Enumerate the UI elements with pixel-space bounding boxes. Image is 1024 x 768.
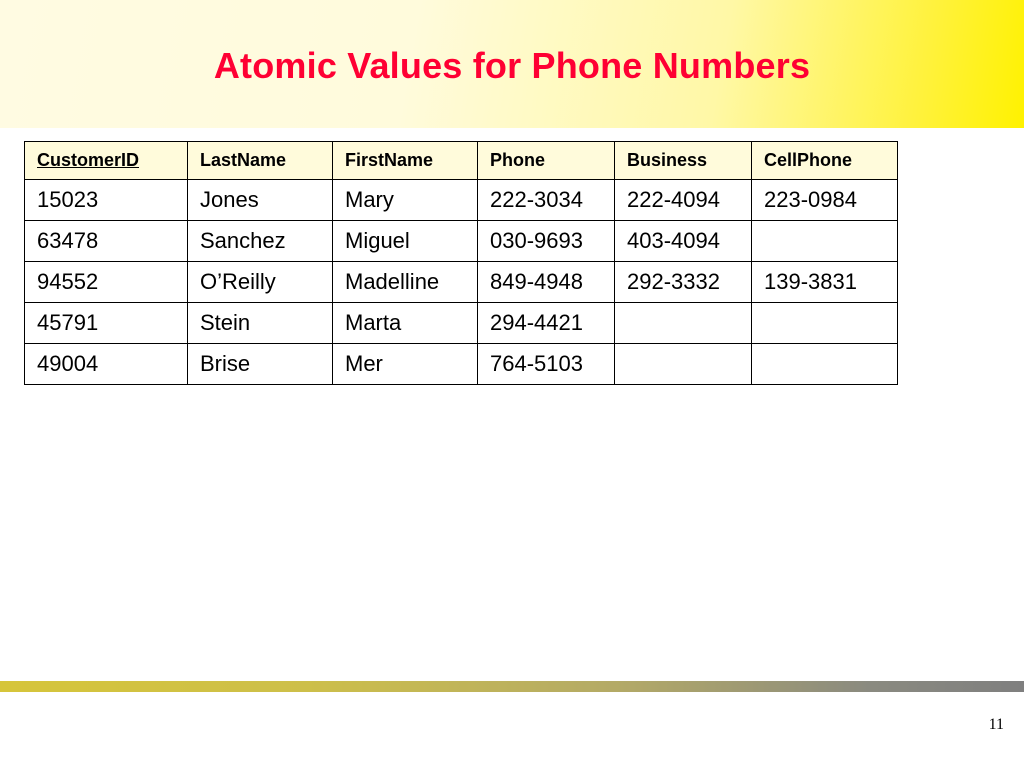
table-row [25, 180, 898, 221]
cell-last-name: Jones [188, 180, 333, 221]
table-row [25, 303, 898, 344]
cell-first-name: Mer [333, 344, 478, 385]
cell-cell-phone [752, 303, 898, 344]
table-row [25, 221, 898, 262]
table-header-row [25, 142, 898, 180]
cell-last-name: Stein [188, 303, 333, 344]
cell-first-name: Madelline [333, 262, 478, 303]
header-customer-id: CustomerID [25, 142, 188, 180]
customer-phone-table [24, 141, 898, 385]
cell-business [615, 303, 752, 344]
cell-phone: 030-9693 [478, 221, 615, 262]
cell-cell-phone: 223-0984 [752, 180, 898, 221]
cell-business: 222-4094 [615, 180, 752, 221]
cell-phone: 764-5103 [478, 344, 615, 385]
cell-customer-id: 49004 [25, 344, 188, 385]
header-cell-phone: CellPhone [752, 142, 898, 180]
cell-business [615, 344, 752, 385]
cell-first-name: Mary [333, 180, 478, 221]
cell-customer-id: 94552 [25, 262, 188, 303]
cell-last-name: Brise [188, 344, 333, 385]
cell-phone: 849-4948 [478, 262, 615, 303]
cell-last-name: Sanchez [188, 221, 333, 262]
header-business: Business [615, 142, 752, 180]
cell-customer-id: 45791 [25, 303, 188, 344]
cell-customer-id: 15023 [25, 180, 188, 221]
footer-divider-bar [0, 681, 1024, 692]
cell-cell-phone: 139-3831 [752, 262, 898, 303]
cell-business: 292-3332 [615, 262, 752, 303]
header-first-name: FirstName [333, 142, 478, 180]
cell-cell-phone [752, 344, 898, 385]
cell-customer-id: 63478 [25, 221, 188, 262]
cell-phone: 294-4421 [478, 303, 615, 344]
cell-first-name: Miguel [333, 221, 478, 262]
slide-title: Atomic Values for Phone Numbers [213, 45, 811, 86]
cell-cell-phone [752, 221, 898, 262]
cell-first-name: Marta [333, 303, 478, 344]
table-row [25, 344, 898, 385]
header-last-name: LastName [188, 142, 333, 180]
table-row [25, 262, 898, 303]
cell-last-name: O’Reilly [188, 262, 333, 303]
cell-business: 403-4094 [615, 221, 752, 262]
cell-phone: 222-3034 [478, 180, 615, 221]
header-phone: Phone [478, 142, 615, 180]
customer-table-container [24, 141, 898, 385]
page-number: 11 [988, 716, 1004, 733]
